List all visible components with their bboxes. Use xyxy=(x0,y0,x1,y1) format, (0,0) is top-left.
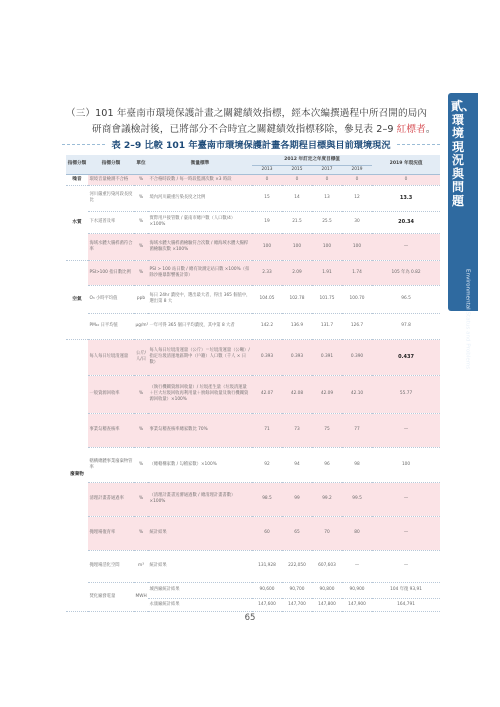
row-status: 105 年為 0.82 xyxy=(372,260,440,285)
th-standard: 衡量標準 xyxy=(148,155,252,174)
table-row xyxy=(66,339,440,375)
row-item: 每人每日垃圾清運量 xyxy=(88,339,134,375)
row-2017: 607,603 xyxy=(312,550,342,582)
category-air: 空氣 xyxy=(66,260,88,339)
row-2017: 100 xyxy=(312,233,342,260)
row-item: 掩埋場活化空間 xyxy=(88,550,134,582)
row-2015: 94 xyxy=(282,447,312,482)
row-2019: 98 xyxy=(342,447,372,482)
row-2019: 100.70 xyxy=(342,285,372,313)
row-2019: 126.7 xyxy=(342,313,372,339)
caption-text: 表 2–9 比較 101 年臺南市環境保護計畫各期程目標與目前環境現況 xyxy=(111,140,391,151)
row-2019: 100 xyxy=(342,233,372,260)
chapter-title-en: Environmental Status and Problems xyxy=(464,269,471,370)
paragraph-line-2a: 研商會議檢討後，已將部分不合時宜之關鍵績效指標移除，參見表 2–9 xyxy=(92,123,397,135)
row-2017: 101.75 xyxy=(312,285,342,313)
row-2015: 99 xyxy=(282,482,312,516)
row-2015: 136.9 xyxy=(282,313,312,339)
row-2013: 100 xyxy=(252,233,282,260)
comparison-table xyxy=(66,155,440,612)
table-caption xyxy=(62,137,440,151)
table-row xyxy=(66,174,440,185)
row-2015: 73 xyxy=(282,413,312,447)
table-row xyxy=(66,211,440,233)
row-status: 0.437 xyxy=(372,339,440,375)
row-standard: 實際用戶接管數 / 臺南市總戶數（人口數/4）×100% xyxy=(148,211,252,233)
header-row-1 xyxy=(66,155,440,165)
row-2019: 42.10 xyxy=(342,375,372,413)
row-status: — xyxy=(372,516,440,550)
table-row xyxy=(66,516,440,550)
row-standard: PSI > 100 站日數 / 總有效測定站日數 ×100%（扣除沙塵暴影響後計算） xyxy=(148,260,252,285)
chapter-side-tab xyxy=(448,93,478,370)
row-2017: 0.391 xyxy=(312,339,342,375)
th-year-2013: 2013 xyxy=(252,165,282,174)
row-2013: 19 xyxy=(252,211,282,233)
row-2019: 0 xyxy=(342,174,372,185)
row-2019: 147,900 xyxy=(342,598,372,611)
row-2019: 80 xyxy=(342,516,372,550)
row-unit: ppb xyxy=(134,285,148,313)
row-unit: % xyxy=(134,516,148,550)
row-standard: 城西廠統計結果 xyxy=(148,582,252,598)
row-2013: 0.393 xyxy=(252,339,282,375)
caption-rule-left xyxy=(62,144,105,145)
row-unit: m³ xyxy=(134,550,148,582)
row-2019: 30 xyxy=(342,211,372,233)
th-target-group: 2012 年訂定之年度目標值 xyxy=(252,155,372,165)
row-2017: 75 xyxy=(312,413,342,447)
row-2015: 147,700 xyxy=(282,598,312,611)
row-status: 104 年復 93,91 xyxy=(372,582,440,598)
table-row xyxy=(66,375,440,413)
row-2013: 147,600 xyxy=(252,598,282,611)
row-2017: 147,800 xyxy=(312,598,342,611)
row-item: PM₁₀ 日平均值 xyxy=(88,313,134,339)
paragraph-line-1: （三）101 年臺南市環境保護計畫之關鍵績效指標，經本次編撰過程中所召開的局內 xyxy=(66,108,428,119)
row-standard: 永康廠統計結果 xyxy=(148,598,252,611)
row-status: 55.77 xyxy=(372,375,440,413)
row-status: — xyxy=(372,482,440,516)
row-item: 河川嚴重污染河段長度比 xyxy=(88,185,134,211)
chapter-title-zh: 貳、環境現況與問題 xyxy=(451,99,476,208)
row-2017: 96 xyxy=(312,447,342,482)
row-status: 13.3 xyxy=(372,185,440,211)
row-2015: 65 xyxy=(282,516,312,550)
row-unit: % xyxy=(134,233,148,260)
row-2019: 0.390 xyxy=(342,339,372,375)
row-2017: 13 xyxy=(312,185,342,211)
table-row xyxy=(66,313,440,339)
row-status: — xyxy=(372,550,440,582)
row-item: 掩埋場復育率 xyxy=(88,516,134,550)
th-status-2019: 2019 年現況值 xyxy=(372,155,440,174)
row-unit: % xyxy=(134,447,148,482)
th-category: 指標分類 xyxy=(66,155,88,174)
row-item: 轄構總體事業廢棄物管率 xyxy=(88,447,134,482)
row-2019: 90,900 xyxy=(342,582,372,598)
row-2017: 1.91 xyxy=(312,260,342,285)
th-year-2019: 2019 xyxy=(342,165,372,174)
table-row xyxy=(66,550,440,582)
row-unit: % xyxy=(134,185,148,211)
th-year-2015: 2015 xyxy=(282,165,312,174)
row-2013: 42.07 xyxy=(252,375,282,413)
row-standard: 境內河川嚴重污染長度之比例 xyxy=(148,185,252,211)
category-water: 水質 xyxy=(66,185,88,260)
row-2015: 42.08 xyxy=(282,375,312,413)
row-2019: — xyxy=(342,550,372,582)
row-2013: 71 xyxy=(252,413,282,447)
row-2013: 15 xyxy=(252,185,282,211)
row-2015: 0 xyxy=(282,174,312,185)
row-status: 96.5 xyxy=(372,285,440,313)
row-2019: 99.5 xyxy=(342,482,372,516)
table-row xyxy=(66,413,440,447)
category-waste: 廢棄物 xyxy=(66,339,88,611)
row-2015: 2.09 xyxy=(282,260,312,285)
row-standard: 每人每日垃圾清運量（公斤）＝垃圾清運量（公噸）/ 指定垃圾清運地區期中（戶籍）人口數（千人 × 日數） xyxy=(148,339,252,375)
row-unit: μg/m³ xyxy=(134,313,148,339)
row-2015: 14 xyxy=(282,185,312,211)
category-noise: 噪音 xyxy=(66,174,88,185)
table-row xyxy=(66,582,440,598)
row-2013: 92 xyxy=(252,447,282,482)
row-item: O₃ 小時平均值 xyxy=(88,285,134,313)
row-standard: （清理計畫書送審通過數 / 總清理計畫書數）×100% xyxy=(148,482,252,516)
row-2017: 42.09 xyxy=(312,375,342,413)
row-2015: 0.393 xyxy=(282,339,312,375)
row-unit: MWH xyxy=(134,582,148,611)
row-standard: 事業勾稽查核率總家數比 70% xyxy=(148,413,252,447)
row-item: 事業勾稽查核率 xyxy=(88,413,134,447)
row-standard: 統計結果 xyxy=(148,516,252,550)
row-2015: 100 xyxy=(282,233,312,260)
row-status: 20.34 xyxy=(372,211,440,233)
row-2017: 131.7 xyxy=(312,313,342,339)
row-unit: % xyxy=(134,482,148,516)
table-row xyxy=(66,482,440,516)
row-unit: % xyxy=(134,211,148,233)
row-item: 一般資源回收率 xyxy=(88,375,134,413)
row-unit: % xyxy=(134,260,148,285)
row-2013: 0 xyxy=(252,174,282,185)
row-unit: 公斤/人/日 xyxy=(134,339,148,375)
row-2013: 60 xyxy=(252,516,282,550)
row-standard: 每日 24hr 濃度中，選出最大者，得出 365 個值中，選出第 8 大 xyxy=(148,285,252,313)
row-2015: 90,700 xyxy=(282,582,312,598)
th-item: 指標分類 xyxy=(88,155,134,174)
row-2019: 77 xyxy=(342,413,372,447)
row-2017: 70 xyxy=(312,516,342,550)
row-status: 0 xyxy=(372,174,440,185)
row-2013: 2.33 xyxy=(252,260,282,285)
paragraph-line-2 xyxy=(66,122,436,138)
paragraph-line-2b: 。 xyxy=(425,123,436,135)
row-status: 164,791 xyxy=(372,598,440,611)
row-standard: 海域水體大腸桿菌檢驗符合次數 / 總海域水體大腸桿菌檢驗次數 ×100% xyxy=(148,233,252,260)
row-standard: （執行機關資源回收量）/ 垃圾產生量（垃圾清運量＋巨大垃圾回收再利用量＋廚餘回收量及執行機關資源回收量）×100% xyxy=(148,375,252,413)
row-item: 清理計畫書通過率 xyxy=(88,482,134,516)
row-2013: 98.5 xyxy=(252,482,282,516)
th-year-2017: 2017 xyxy=(312,165,342,174)
row-2013: 142.2 xyxy=(252,313,282,339)
row-standard: 統計結果 xyxy=(148,550,252,582)
row-unit: % xyxy=(134,375,148,413)
row-status: — xyxy=(372,233,440,260)
row-unit: % xyxy=(134,174,148,185)
table-row xyxy=(66,447,440,482)
row-2017: 25.5 xyxy=(312,211,342,233)
table-row xyxy=(66,260,440,285)
table-row xyxy=(66,185,440,211)
table-row xyxy=(66,285,440,313)
row-item: 焚化廠發電量 xyxy=(88,582,134,611)
row-standard: （總轄構家數 / 勾稽家數）×100% xyxy=(148,447,252,482)
row-item: PSI>100 指日數比例 xyxy=(88,260,134,285)
row-2019: 12 xyxy=(342,185,372,211)
row-standard: 一年可得 365 個日平均濃度，其中第 8 大者 xyxy=(148,313,252,339)
row-item: 環境音量檢測不合格 xyxy=(88,174,134,185)
row-2019: 1.74 xyxy=(342,260,372,285)
row-2017: 0 xyxy=(312,174,342,185)
row-status: 100 xyxy=(372,447,440,482)
row-item: 下水道普及率 xyxy=(88,211,134,233)
row-status: — xyxy=(372,413,440,447)
red-mark-text: 紅標者 xyxy=(396,123,426,135)
row-2015: 102.78 xyxy=(282,285,312,313)
caption-rule-right xyxy=(397,144,440,145)
row-standard: 不合格時段數 / 每一時段監測次數 ×3 時段 xyxy=(148,174,252,185)
row-item: 海域水體大腸桿菌符合率 xyxy=(88,233,134,260)
row-2015: 21.5 xyxy=(282,211,312,233)
table-row xyxy=(66,233,440,260)
page-number: 65 xyxy=(244,613,256,623)
row-2013: 104.05 xyxy=(252,285,282,313)
row-2017: 90,800 xyxy=(312,582,342,598)
row-2015: 222,050 xyxy=(282,550,312,582)
row-2017: 99.2 xyxy=(312,482,342,516)
row-status: 97.8 xyxy=(372,313,440,339)
row-unit: % xyxy=(134,413,148,447)
row-2013: 90,600 xyxy=(252,582,282,598)
th-unit: 單位 xyxy=(134,155,148,174)
intro-paragraph xyxy=(66,106,436,137)
row-2013: 131,928 xyxy=(252,550,282,582)
